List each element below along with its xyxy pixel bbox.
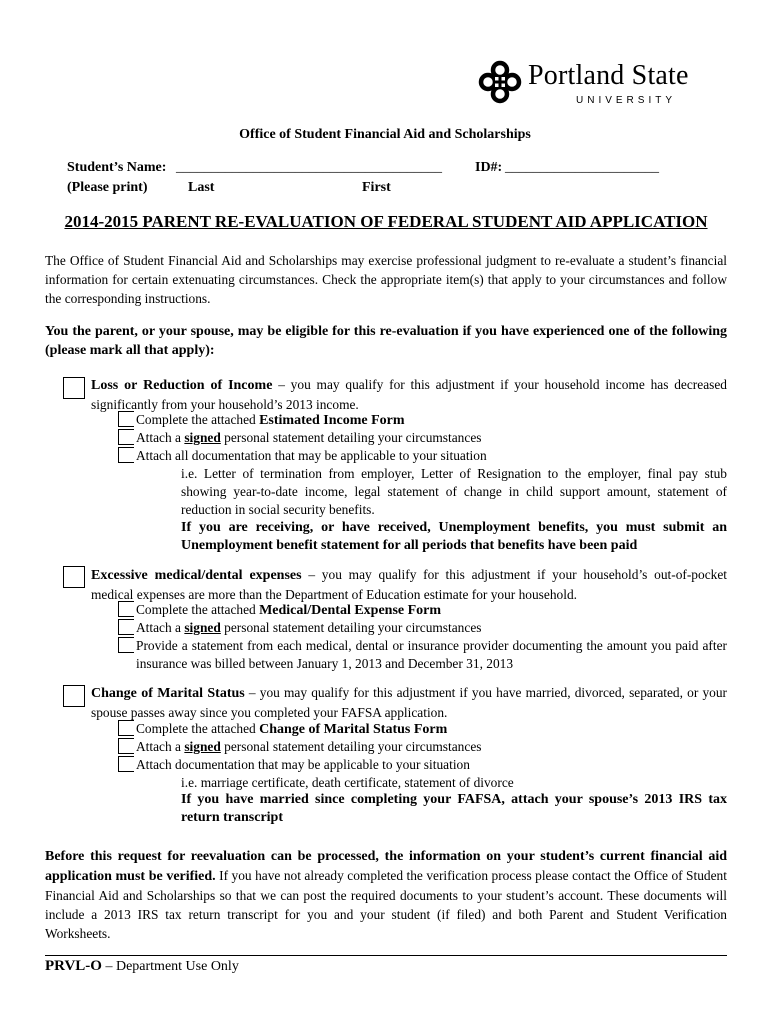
marital-section-text	[91, 683, 727, 722]
logo-university: UNIVERSITY	[576, 95, 677, 106]
logo-name: Portland State	[528, 60, 689, 91]
last-label: Last	[188, 180, 215, 195]
income-statement-checkbox[interactable]	[118, 429, 134, 445]
medical-heading: Excessive medical/dental expenses	[91, 568, 302, 583]
income-section-text	[91, 375, 727, 414]
marital-checkbox[interactable]	[63, 685, 85, 707]
office-header: Office of Student Financial Aid and Scholarships	[239, 127, 531, 142]
medical-description: – you may qualify for this adjustment if your household’s out-of-pocket medical expenses are more than the Department of Education estimate for your household.	[91, 567, 728, 602]
marital-item-3: Attach documentation that may be applicable to your situation	[136, 757, 470, 772]
income-docs-checkbox[interactable]	[118, 447, 134, 463]
footer-text: – Department Use Only	[101, 959, 239, 974]
student-name-field[interactable]: ______________________________________	[176, 160, 442, 175]
income-description: – you may qualify for this adjustment if your household income has decreased significantly from your household’s 2013 income.	[91, 377, 727, 412]
income-item-1: Complete the attached Estimated Income Form	[136, 412, 405, 428]
closing-paragraph	[45, 846, 727, 943]
closing-bold: Before this request for reevaluation can be processed, the information on your student’s current financial aid application must be verified.	[45, 849, 727, 884]
form-code: PRVL-O	[45, 958, 102, 974]
form-title: 2014-2015 PARENT RE-EVALUATION OF FEDERAL STUDENT AID APPLICATION	[64, 212, 708, 231]
income-item-2: Attach a signed personal statement detailing your circumstances	[136, 430, 482, 445]
medical-item-1: Complete the attached Medical/Dental Expense Form	[136, 602, 442, 618]
income-checkbox[interactable]	[63, 377, 85, 399]
student-name-label: Student’s Name:	[67, 160, 167, 175]
eligibility-statement: You the parent, or your spouse, may be eligible for this re-evaluation if you have experienced one of the following (please mark all that apply):	[45, 324, 727, 358]
income-item-3: Attach all documentation that may be applicable to your situation	[136, 448, 487, 463]
medical-statement-checkbox[interactable]	[118, 619, 134, 635]
psu-logo-icon	[478, 60, 522, 104]
income-heading: Loss or Reduction of Income	[91, 378, 273, 393]
student-id-label: ID#:	[475, 160, 503, 175]
intro-paragraph: The Office of Student Financial Aid and Scholarships may exercise professional judgment to re-evaluate a student’s financial information for certain extenuating circumstances. Check the appropriate item(s) that apply to your circumstances and follow the corresponding instructions.	[45, 253, 727, 306]
unemployment-note: If you are receiving, or have received, Unemployment benefits, you must submit an Unemployment benefit statement for all periods that benefits have been paid	[181, 520, 727, 553]
medical-section-text	[91, 565, 727, 604]
medical-item-2: Attach a signed personal statement detailing your circumstances	[136, 620, 482, 635]
marital-description: – you may qualify for this adjustment if you have married, divorced, separated, or your spouse passes away since you completed your FAFSA application.	[91, 685, 727, 720]
marriage-note: If you have married since completing your FAFSA, attach your spouse’s 2013 IRS tax return transcript	[181, 792, 727, 825]
marital-statement-checkbox[interactable]	[118, 738, 134, 754]
income-form-checkbox[interactable]	[118, 411, 134, 427]
marital-heading: Change of Marital Status	[91, 686, 245, 701]
footer-rule	[45, 955, 727, 956]
please-print-label: (Please print)	[67, 180, 148, 195]
marital-item-2: Attach a signed personal statement detailing your circumstances	[136, 739, 482, 754]
marital-examples: i.e. marriage certificate, death certificate, statement of divorce	[181, 775, 514, 790]
marital-form-checkbox[interactable]	[118, 720, 134, 736]
medical-item-3: Provide a statement from each medical, dental or insurance provider documenting the amount you paid after insurance was billed between January 1, 2013 and December 31, 2013	[136, 638, 727, 671]
footer	[45, 958, 239, 975]
first-label: First	[362, 180, 391, 195]
medical-form-checkbox[interactable]	[118, 601, 134, 617]
marital-docs-checkbox[interactable]	[118, 756, 134, 772]
closing-rest: If you have not already completed the verification process please contact the Office of Student Financial Aid and Scholarships so that we can post the required documents to your student’s account. These documents will include a 2013 IRS tax return transcript for you and your student (if filed) and both Parent and Student Verification Worksheets.	[45, 868, 727, 941]
income-examples: i.e. Letter of termination from employer, Letter of Resignation to the employer, final pay stub showing year-to-date income, legal statement of change in child support amount, statement of reduction in social security benefits.	[181, 466, 727, 517]
student-id-field[interactable]: ______________________	[505, 160, 659, 175]
medical-provider-checkbox[interactable]	[118, 637, 134, 653]
psu-logo	[464, 50, 726, 124]
medical-checkbox[interactable]	[63, 566, 85, 588]
marital-item-1: Complete the attached Change of Marital Status Form	[136, 721, 448, 737]
